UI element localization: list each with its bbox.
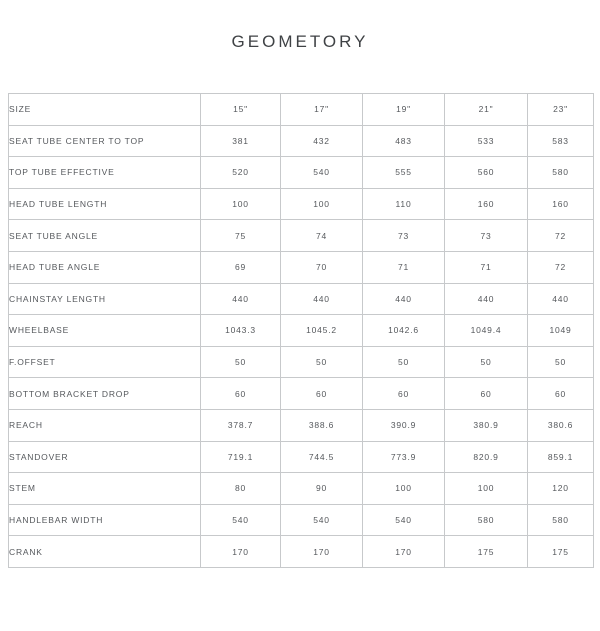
- row-value: 1045.2: [281, 315, 363, 347]
- row-value: 540: [281, 504, 363, 536]
- row-value: 21": [445, 94, 528, 126]
- row-label: SIZE: [9, 94, 201, 126]
- row-value: 19": [363, 94, 445, 126]
- table-row: [9, 315, 594, 347]
- table-row: [9, 188, 594, 220]
- table-row: [9, 157, 594, 189]
- row-value: 73: [363, 220, 445, 252]
- row-label: TOP TUBE EFFECTIVE: [9, 157, 201, 189]
- row-value: 170: [281, 536, 363, 568]
- row-label: REACH: [9, 409, 201, 441]
- row-value: 1049.4: [445, 315, 528, 347]
- row-value: 440: [201, 283, 281, 315]
- row-value: 120: [528, 473, 594, 505]
- row-value: 381: [201, 125, 281, 157]
- row-value: 170: [363, 536, 445, 568]
- row-label: F.OFFSET: [9, 346, 201, 378]
- row-value: 583: [528, 125, 594, 157]
- row-value: 773.9: [363, 441, 445, 473]
- row-value: 60: [281, 378, 363, 410]
- table-row: [9, 346, 594, 378]
- row-value: 69: [201, 251, 281, 283]
- table-row: [9, 220, 594, 252]
- row-value: 540: [201, 504, 281, 536]
- row-value: 540: [281, 157, 363, 189]
- row-value: 60: [445, 378, 528, 410]
- page-title: GEOMETORY: [231, 32, 369, 51]
- row-value: 380.6: [528, 409, 594, 441]
- row-value: 50: [445, 346, 528, 378]
- row-value: 388.6: [281, 409, 363, 441]
- row-value: 440: [281, 283, 363, 315]
- row-value: 432: [281, 125, 363, 157]
- row-value: 378.7: [201, 409, 281, 441]
- row-value: 440: [528, 283, 594, 315]
- row-value: 90: [281, 473, 363, 505]
- geometry-table: [8, 93, 594, 568]
- table-row: [9, 536, 594, 568]
- row-value: 73: [445, 220, 528, 252]
- row-value: 1049: [528, 315, 594, 347]
- row-value: 719.1: [201, 441, 281, 473]
- table-row: [9, 441, 594, 473]
- row-value: 1042.6: [363, 315, 445, 347]
- row-value: 160: [445, 188, 528, 220]
- row-value: 533: [445, 125, 528, 157]
- row-value: 170: [201, 536, 281, 568]
- row-value: 70: [281, 251, 363, 283]
- row-value: 483: [363, 125, 445, 157]
- row-value: 580: [528, 157, 594, 189]
- row-value: 555: [363, 157, 445, 189]
- row-value: 175: [445, 536, 528, 568]
- row-label: CHAINSTAY LENGTH: [9, 283, 201, 315]
- row-value: 50: [363, 346, 445, 378]
- table-row: [9, 94, 594, 126]
- row-value: 520: [201, 157, 281, 189]
- row-label: HANDLEBAR WIDTH: [9, 504, 201, 536]
- table-row: [9, 378, 594, 410]
- row-label: SEAT TUBE ANGLE: [9, 220, 201, 252]
- row-value: 820.9: [445, 441, 528, 473]
- row-value: 80: [201, 473, 281, 505]
- row-label: CRANK: [9, 536, 201, 568]
- row-value: 380.9: [445, 409, 528, 441]
- geometry-table-body: [9, 94, 594, 568]
- row-value: 100: [445, 473, 528, 505]
- table-row: [9, 251, 594, 283]
- row-value: 110: [363, 188, 445, 220]
- row-label: STANDOVER: [9, 441, 201, 473]
- row-value: 72: [528, 220, 594, 252]
- table-row: [9, 125, 594, 157]
- row-value: 60: [201, 378, 281, 410]
- table-row: [9, 409, 594, 441]
- row-value: 100: [201, 188, 281, 220]
- row-value: 440: [445, 283, 528, 315]
- row-label: WHEELBASE: [9, 315, 201, 347]
- row-value: 50: [201, 346, 281, 378]
- row-value: 71: [363, 251, 445, 283]
- row-value: 75: [201, 220, 281, 252]
- row-value: 744.5: [281, 441, 363, 473]
- row-value: 100: [281, 188, 363, 220]
- row-value: 859.1: [528, 441, 594, 473]
- row-value: 72: [528, 251, 594, 283]
- table-row: [9, 283, 594, 315]
- row-label: BOTTOM BRACKET DROP: [9, 378, 201, 410]
- row-value: 60: [363, 378, 445, 410]
- row-value: 580: [445, 504, 528, 536]
- row-value: 440: [363, 283, 445, 315]
- row-value: 60: [528, 378, 594, 410]
- table-row: [9, 504, 594, 536]
- row-value: 50: [281, 346, 363, 378]
- row-label: HEAD TUBE LENGTH: [9, 188, 201, 220]
- row-value: 100: [363, 473, 445, 505]
- row-label: STEM: [9, 473, 201, 505]
- row-value: 1043.3: [201, 315, 281, 347]
- row-value: 175: [528, 536, 594, 568]
- row-value: 23": [528, 94, 594, 126]
- row-value: 580: [528, 504, 594, 536]
- row-value: 74: [281, 220, 363, 252]
- row-value: 17": [281, 94, 363, 126]
- row-value: 50: [528, 346, 594, 378]
- row-value: 15": [201, 94, 281, 126]
- row-label: HEAD TUBE ANGLE: [9, 251, 201, 283]
- row-label: SEAT TUBE CENTER TO TOP: [9, 125, 201, 157]
- row-value: 560: [445, 157, 528, 189]
- row-value: 390.9: [363, 409, 445, 441]
- row-value: 160: [528, 188, 594, 220]
- row-value: 71: [445, 251, 528, 283]
- row-value: 540: [363, 504, 445, 536]
- table-row: [9, 473, 594, 505]
